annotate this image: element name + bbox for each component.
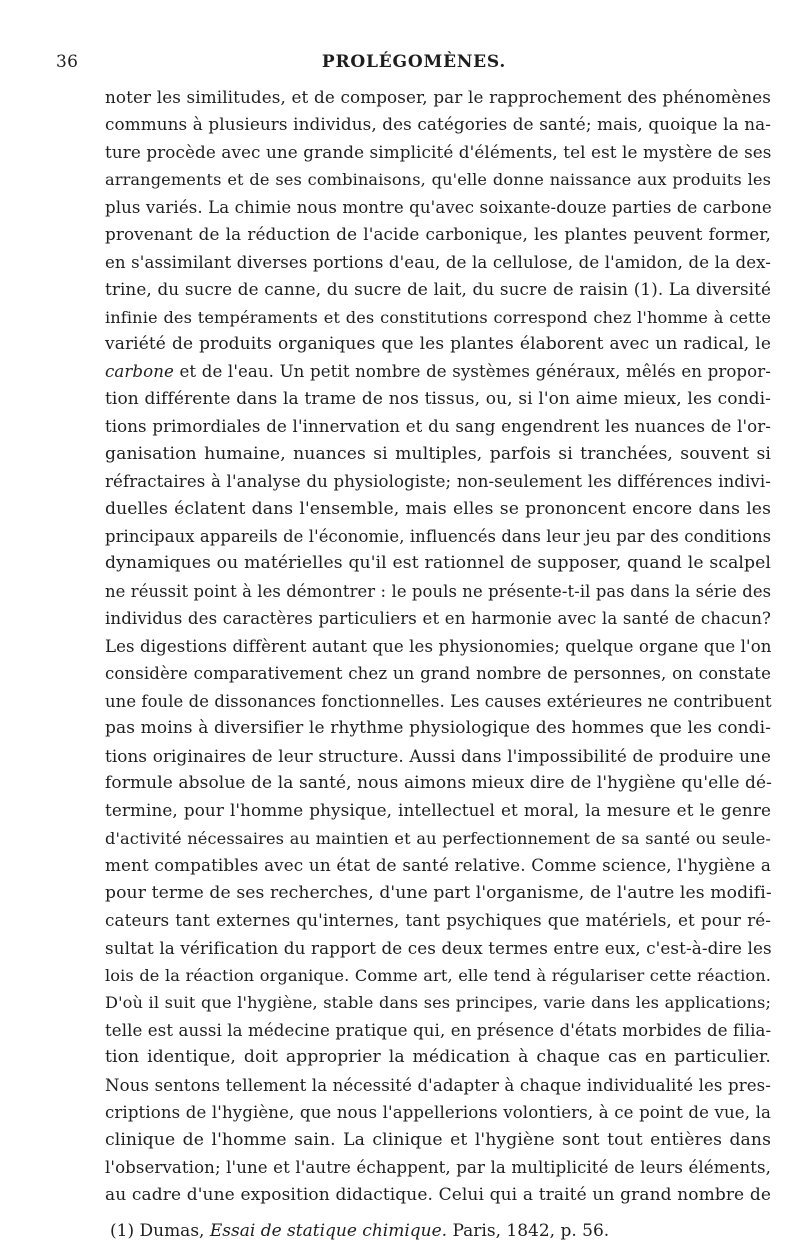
text-line: Les digestions diffèrent autant que les physionomies; quelque organe que l'on xyxy=(105,636,772,656)
text-line: principaux appareils de l'économie, influencés dans leur jeu par des conditions xyxy=(105,527,772,546)
text-line: ganisation humaine, nuances si multiples, parfois si tranchées, souvent si xyxy=(105,443,771,464)
text-line: arrangements et de ses combinaisons, qu'elle donne naissance aux produits les xyxy=(105,170,771,190)
footnote-marker: (1) Dumas, xyxy=(110,1221,205,1241)
text-line: réfractaires à l'analyse du physiologiste; non-seulement les différences indivi- xyxy=(105,472,771,492)
text-line: provenant de la réduction de l'acide carbonique, les plantes peuvent former, xyxy=(105,224,771,245)
italic-term: carbone xyxy=(105,362,174,382)
text-line: formule absolue de la santé, nous aimons mieux dire de l'hygiène qu'elle dé- xyxy=(105,772,773,793)
text-line: communs à plusieurs individus, des catégories de santé; mais, quoique la na- xyxy=(105,114,771,135)
text-line: une foule de dissonances fonctionnelles. Les causes extérieures ne contribuent xyxy=(105,691,772,711)
text-line: infinie des tempéraments et des constitutions correspond chez l'homme à cette xyxy=(105,307,771,327)
text-line: au cadre d'une exposition didactique. Celui qui a traité un grand nombre de xyxy=(105,1184,771,1205)
text-line: carbone et de l'eau. Un petit nombre de systèmes généraux, mêlés en propor- xyxy=(105,362,771,382)
text-line: pour terme de ses recherches, d'une part l'organisme, de l'autre les modifi- xyxy=(105,882,772,903)
text-line: noter les similitudes, et de composer, par le rapprochement des phénomènes xyxy=(105,87,771,107)
text-line: tions originaires de leur structure. Aussi dans l'impossibilité de produire une xyxy=(105,745,771,766)
text-line: trine, du sucre de canne, du sucre de lait, du sucre de raisin (1). La diversité xyxy=(105,279,771,300)
page-header xyxy=(56,52,772,78)
text-line: pas moins à diversifier le rhythme physiologique des hommes que les condi- xyxy=(105,718,771,739)
text-line: tions primordiales de l'innervation et du sang engendrent les nuances de l'or- xyxy=(105,417,771,437)
text-line: variété de produits organiques que les plantes élaborent avec un radical, le xyxy=(105,333,771,354)
text-line: considère comparativement chez un grand nombre de personnes, on constate xyxy=(105,664,771,684)
text-line: individus des caractères particuliers et en harmonie avec la santé de chacun? xyxy=(105,609,771,629)
text-line: dynamiques ou matérielles qu'il est rationnel de supposer, quand le scalpel xyxy=(105,553,771,574)
text-line: l'observation; l'une et l'autre échappent, par la multiplicité de leurs éléments, xyxy=(105,1158,771,1178)
text-line: tion identique, doit approprier la médication à chaque cas en particulier. xyxy=(105,1047,771,1068)
text-line: duelles éclatent dans l'ensemble, mais elles se prononcent encore dans les xyxy=(105,498,771,519)
text-line: tion différente dans la trame de nos tissus, ou, si l'on aime mieux, les condi- xyxy=(105,388,771,409)
text-line: sultat la vérification du rapport de ces deux termes entre eux, c'est-à-dire les xyxy=(105,937,772,958)
text-line: plus variés. La chimie nous montre qu'avec soixante-douze parties de carbone xyxy=(105,197,772,217)
text-line: clinique de l'homme sain. La clinique et l'hygiène sont tout entières dans xyxy=(105,1129,771,1150)
footnote-rest: Paris, 1842, p. 56. xyxy=(452,1221,610,1241)
text-line: ne réussit point à les démontrer : le pouls ne présente-t-il pas dans la série des xyxy=(105,581,772,601)
text-line: ment compatibles avec un état de santé relative. Comme science, l'hygiène a xyxy=(105,855,771,876)
page-number: 36 xyxy=(56,52,79,72)
body-text xyxy=(105,84,771,1209)
text-line: ture procède avec une grande simplicité d'éléments, tel est le mystère de ses xyxy=(105,141,772,162)
text-line: D'où il suit que l'hygiène, stable dans ses principes, varie dans les applications; xyxy=(105,993,771,1013)
footnote-title: Essai de statique chimique. xyxy=(209,1221,448,1241)
footnote xyxy=(110,1219,750,1243)
text-line: Nous sentons tellement la nécessité d'adapter à chaque individualité les pres- xyxy=(105,1075,771,1095)
text-line: cateurs tant externes qu'internes, tant psychiques que matériels, et pour ré- xyxy=(105,910,771,931)
text-line: en s'assimilant diverses portions d'eau, de la cellulose, de l'amidon, de la dex- xyxy=(105,252,771,272)
text-line: telle est aussi la médecine pratique qui, en présence d'états morbides de filia- xyxy=(105,1020,772,1040)
running-title: PROLÉGOMÈNES. xyxy=(321,52,507,72)
text-line: d'activité nécessaires au maintien et au perfectionnement de sa santé ou seule- xyxy=(105,828,771,848)
text-line: lois de la réaction organique. Comme art, elle tend à régulariser cette réaction. xyxy=(105,966,771,985)
text-line: termine, pour l'homme physique, intellectuel et moral, la mesure et le genre xyxy=(105,800,771,821)
text-line: criptions de l'hygiène, que nous l'appellerions volontiers, à ce point de vue, la xyxy=(105,1103,771,1123)
